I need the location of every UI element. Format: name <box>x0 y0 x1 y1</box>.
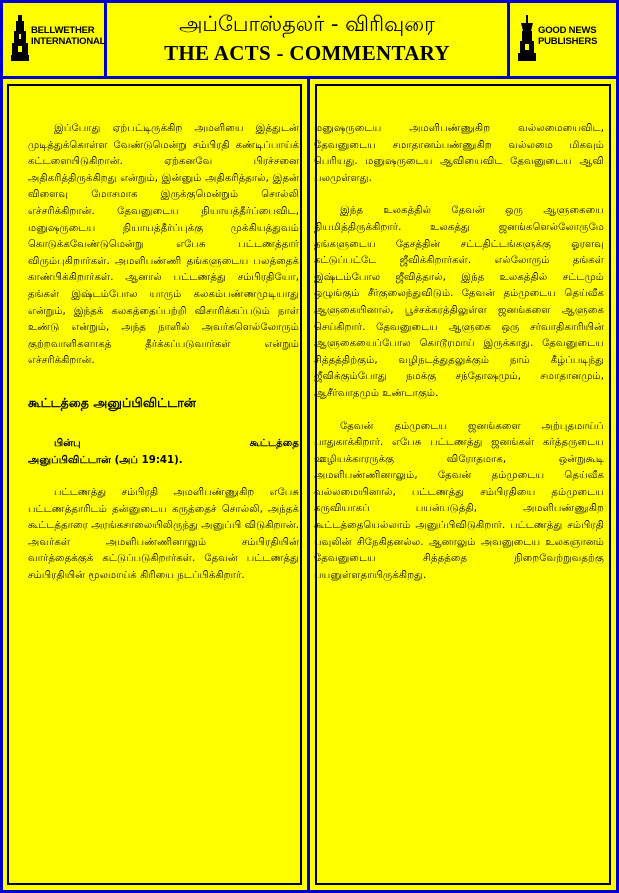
good-news-logo-line1: GOOD NEWS <box>538 25 597 36</box>
book-tower-icon <box>518 15 536 61</box>
left-paragraph-1: இப்போது ஏற்பட்டிருக்கிற அமளியை இத்துடன் முடித்துக்கொள்ள வேண்டுமென்று சம்பிரதி கண்டிப்பாய்க் கட்டளையிடுகிறான். ஏற்கனவே பிரச்சனை அதிகரித்திருக்கிறது என்றும், இன்னும் அதிகரித்தால், இதன் விளைவு மோசமாக இருக்குமென்றும் சொல்லி எச்சரிக்கிறான். தேவனுடைய நியாயத்தீர்ப்பைவிட, மனுஷருடைய நியாயத்தீர்ப்புக்கு முக்கியத்துவம் கொடுக்கவேண்டுமென்று எபேசு பட்டணத்தார் விரும்புகிறார்கள். அமளிபண்ணி தங்களுடைய பலத்தைக் காண்பிக்கிறார்கள். ஆனால் பட்டணத்து சம்பிரதியோ, தங்கள் இஷ்டம்போல யாரும் கலகம்பண்ணமுடியாது என்றும், இந்தக் கலகத்தைப்பற்றி விசாரிக்கப்படும் நாள் உண்டு என்றும், அந்த நாளில் அவர்களெல்லோரும் குற்றவாளிகளாகத் தீர்க்கப்படுவார்கள் என்றும் எச்சரிக்கிறான். <box>28 123 299 367</box>
bellwether-logo-line1: BELLWETHER <box>31 25 95 36</box>
good-news-logo-line2: PUBLISHERS <box>538 36 598 47</box>
section-heading: கூட்டத்தை அனுப்பிவிட்டான் <box>28 394 197 410</box>
left-paragraph-2: பட்டணத்து சம்பிரதி அமளிபண்ணுகிற எபேசு பட்டணத்தாரிடம் தன்னுடைய கருத்தைச் சொல்லி, அந்தக் கூட்டத்தாரை அரங்கசாலையிலிருந்து அனுப்பி விடுகிறான். அவர்கள் அமளிபண்ணினாலும் சம்பிரதியின் வார்த்தைக்குக் கட்டுப்படுகிறார்கள். தேவன் பட்டணத்து சம்பிரதியின் மூலமாய்க் கிரியை நடப்பிக்கிறார். <box>28 487 299 582</box>
right-paragraph-1: மனுஷருடைய அமளிபண்ணுகிற வல்லமையைவிட, தேவனுடைய சமாதானம்பண்ணுகிற வல்லமை மிகவும் பெரியது. மனுஷருடைய ஆவியைவிட தேவனுடைய ஆவி பலமுள்ளது. <box>314 123 604 184</box>
bell-tower-icon <box>11 15 29 61</box>
right-paragraph-3: தேவன் தம்முடைய ஜனங்களை அற்புதமாய்ப் பாதுகாக்கிறார். எபேசு பட்டணத்து ஜனங்கள் கர்த்தருடைய ஊழியக்காரருக்கு விரோதமாக, ஒன்றுகூடி அமளிபண்ணினாலும், தேவன் தம்முடைய தெய்வீக வல்லமையினால், பட்டணத்து சம்பிரதியை தம்முடைய கருவியாகப் பயன்படுத்தி, அமளிபண்ணுகிற கூட்டத்தையெல்லாம் அனுப்பிவிடுகிறார். பட்டணத்து சம்பிரதி பவுலின் சிநேகிதனல்ல. ஆனாலும் அவனுடைய உலகஞானம் தேவனுடைய சித்தத்தை நிறைவேற்றுவதற்கு பயனுள்ளதாயிருக்கிறது. <box>314 420 604 581</box>
right-paragraph-2: இந்த உலகத்தில் தேவன் ஒரு ஆளுகையை நியமித்திருக்கிறார். உலகத்து ஜனங்களெல்லோருமே தங்களுடைய தேசத்தின் சட்டதிட்டங்களுக்கு ஓரளவு கட்டுப்பட்டே ஜீவிக்கிறார்கள். எல்லோரும் தங்கள் இஷ்டம்போல ஜீவித்தால், இந்த உலகத்தில் சட்டமும் ஒழுங்கும் சீர்குலைந்துவிடும். தேவன் தம்முடைய தெய்வீக ஆளுகையினால், பூச்சக்கரத்திலுள்ள ஜனங்களை ஆளுகை செய்கிறார். தேவனுடைய ஆளுகை ஒரு சர்வாதிகாரியின் ஆளுகையைப்போல கொடூரமாய் இருக்காது. தேவனுடைய சித்தத்திற்கும், வழிநடத்துதலுக்கும் நாம் கீழ்ப்படிந்து ஜீவிக்கும்போது நமக்கு சந்தோஷமும், சமாதானமும், ஆசீர்வாதமும் உண்டாகும். <box>314 205 604 399</box>
page-header <box>3 3 616 79</box>
title-english: THE ACTS - COMMENTARY <box>164 41 450 65</box>
title-tamil: அப்போஸ்தலர் - விரிவுரை <box>179 12 435 36</box>
right-column-text <box>314 121 604 584</box>
left-logo-box <box>3 3 107 76</box>
left-column-text <box>28 121 299 585</box>
scripture-reference-line1: பின்பு கூட்டத்தை <box>54 437 299 449</box>
right-column <box>310 79 616 890</box>
bellwether-logo-line2: INTERNATIONAL <box>31 36 106 47</box>
scripture-reference-line2: அனுப்பிவிட்டான் (அப் 19:41). <box>28 454 183 466</box>
bellwether-logo <box>9 13 106 63</box>
right-logo-box <box>510 3 616 76</box>
left-column <box>3 79 310 890</box>
good-news-logo <box>516 13 610 63</box>
title-box <box>107 3 510 76</box>
